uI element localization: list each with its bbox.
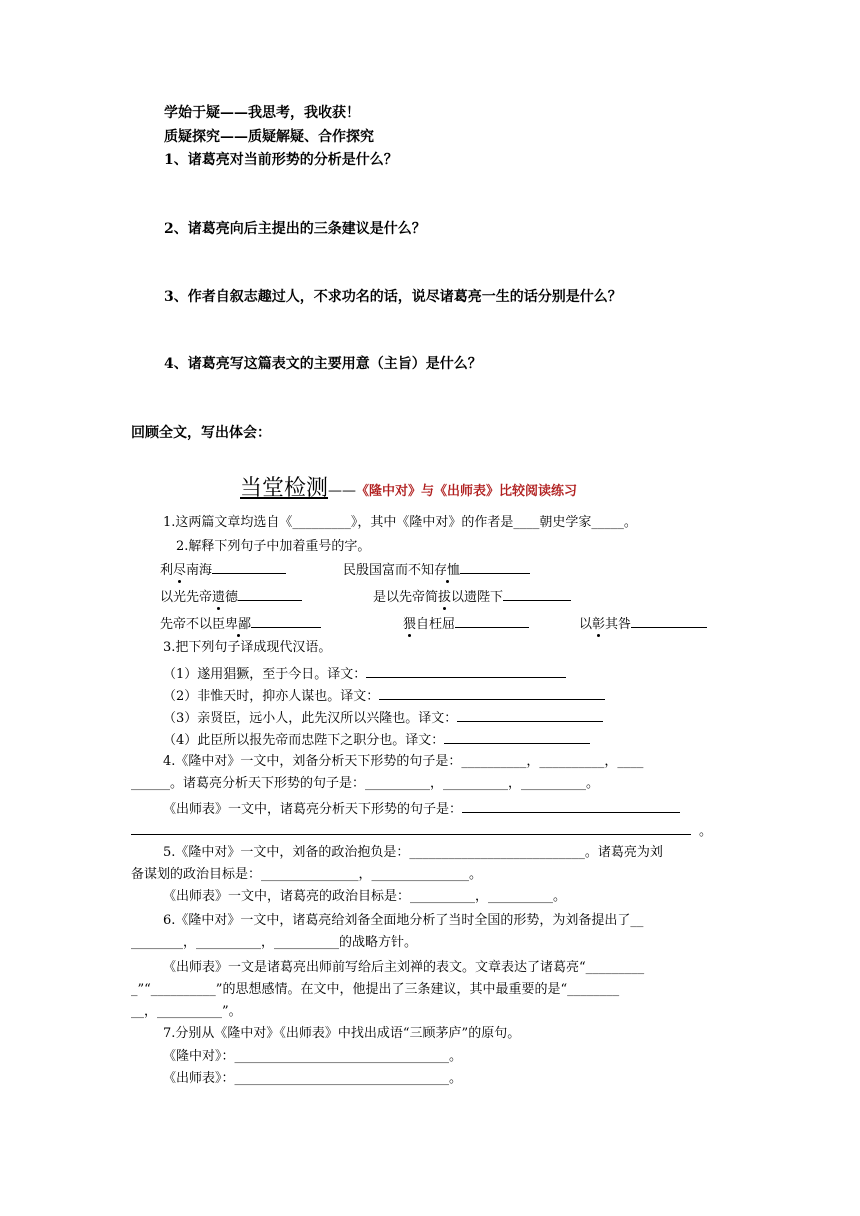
word-item-5: 先帝不以臣卑鄙 — [160, 614, 321, 633]
word-item-3: 以光先帝遗德 — [160, 587, 302, 606]
answer-blank[interactable] — [503, 587, 571, 601]
translate-item-2: （2）非惟天时，抑亦人谋也。译文： — [163, 686, 605, 705]
exercise-q5-line1: 5.《隆中对》一文中，刘备的政治抱负是：___________________________。诸葛亮为刘 — [163, 845, 663, 860]
word-item-6: 猥自枉屈 — [403, 614, 529, 633]
test-title-main: 当堂检测 — [240, 476, 329, 501]
exercise-q4-line3: 《出师表》一文中，诸葛亮分析天下形势的句子是： — [163, 799, 680, 818]
question-3: 3、作者自叙志趣过人，不求功名的话，说尽诸葛亮一生的话分别是什么？ — [164, 289, 622, 305]
exercise-q4-line1: 4.《隆中对》一文中，刘备分析天下形势的句子是：__________，__________，____ — [163, 754, 644, 769]
exercise-q3: 3.把下列句子译成现代汉语。 — [163, 640, 332, 655]
word-item-4: 是以先帝简拔以遗陛下 — [373, 587, 571, 606]
answer-blank[interactable] — [251, 614, 321, 628]
translate-item-1: （1）遂用猖獗，至于今日。译文： — [163, 664, 566, 683]
answer-blank[interactable] — [238, 587, 302, 601]
answer-blank[interactable] — [460, 560, 530, 574]
answer-blank[interactable] — [131, 821, 691, 835]
answer-blank[interactable] — [455, 614, 529, 628]
exercise-q1: 1.这两篇文章均选自《_________》，其中《隆中对》的作者是____朝史学家_____。 — [163, 515, 637, 530]
exercise-q6-line4: _”“__________”的思想感情。在文中，他提出了三条建议，其中最重要的是“________ — [131, 982, 620, 997]
exercise-q4-line4: 。 — [131, 821, 712, 840]
answer-blank[interactable] — [379, 686, 605, 700]
heading-inquiry: 质疑探究——质疑解疑、合作探究 — [164, 129, 374, 145]
exercise-q6-line2: ________，__________，__________的战略方针。 — [131, 935, 418, 950]
answer-blank[interactable] — [366, 664, 566, 678]
exercise-q6-line1: 6.《隆中对》一文中，诸葛亮给刘备全面地分析了当时全国的形势，为刘备提出了__ — [163, 913, 644, 928]
exercise-q4-line2: ______。诸葛亮分析天下形势的句子是：__________，__________，__________。 — [131, 776, 600, 791]
exercise-q5-line3: 《出师表》一文中，诸葛亮的政治目标是：__________，__________。 — [163, 889, 567, 904]
word-item-1: 利尽南海 — [160, 560, 286, 579]
word-item-7: 以彰其咎 — [579, 614, 707, 633]
exercise-q7-longzhongdui: 《隆中对》：_________________________________。 — [163, 1049, 463, 1064]
translate-item-4: （4）此臣所以报先帝而忠陛下之职分也。译文： — [163, 730, 590, 749]
heading-learn-from-doubt: 学始于疑——我思考，我收获！ — [164, 105, 360, 121]
answer-blank[interactable] — [444, 730, 590, 744]
question-1: 1、诸葛亮对当前形势的分析是什么？ — [164, 152, 398, 168]
answer-blank[interactable] — [462, 799, 680, 813]
exercise-q6-line5: __，__________”。 — [131, 1004, 242, 1019]
test-title-dash: —— — [328, 483, 357, 499]
answer-blank[interactable] — [457, 708, 603, 722]
word-item-2: 民殷国富而不知存恤 — [343, 560, 530, 579]
translate-item-3: （3）亲贤臣，远小人，此先汉所以兴隆也。译文： — [163, 708, 603, 727]
answer-blank[interactable] — [212, 560, 286, 574]
question-2: 2、诸葛亮向后主提出的三条建议是什么？ — [164, 221, 426, 237]
exercise-q7: 7.分别从《隆中对》《出师表》中找出成语“三顾茅庐”的原句。 — [163, 1026, 521, 1041]
test-title — [240, 476, 577, 505]
exercise-q6-line3: 《出师表》一文是诸葛亮出师前写给后主刘禅的表文。文章表达了诸葛亮“_________ — [163, 960, 645, 975]
exercise-q5-line2: 备谋划的政治目标是：_______________，_______________。 — [131, 867, 483, 882]
exercise-q7-chushibiao: 《出师表》：_________________________________。 — [163, 1071, 463, 1086]
exercise-q2: 2.解释下列句子中加着重号的字。 — [176, 539, 371, 554]
review-heading: 回顾全文，写出体会： — [131, 425, 271, 441]
answer-blank[interactable] — [631, 614, 707, 628]
test-title-sub: 《隆中对》与《出师表》比较阅读练习 — [356, 484, 578, 499]
question-4: 4、诸葛亮写这篇表文的主要用意（主旨）是什么？ — [164, 356, 482, 372]
